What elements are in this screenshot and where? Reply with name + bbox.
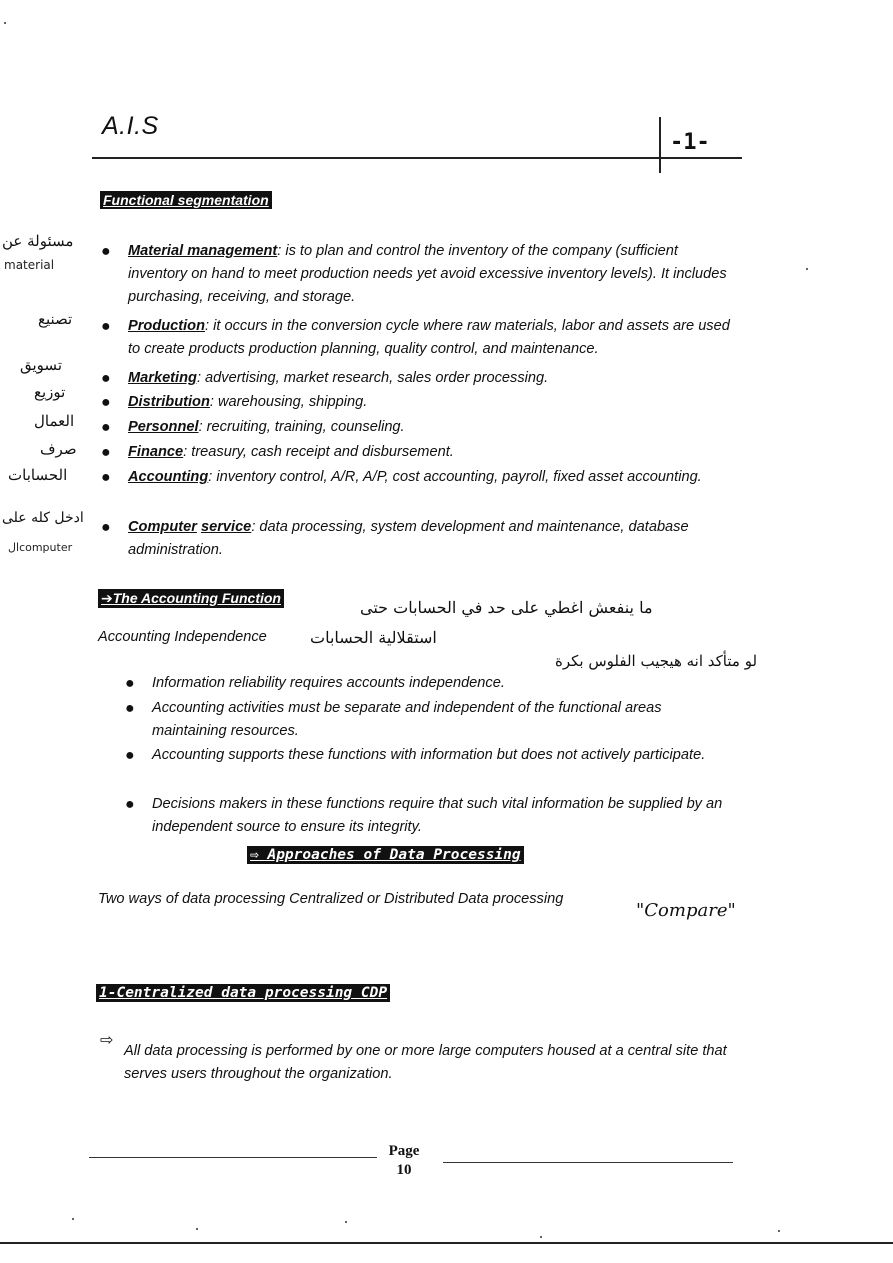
- list-item-marketing: ● Marketing: advertising, market research, sales order processing.: [128, 367, 733, 390]
- list-item-distribution: ● Distribution: warehousing, shipping.: [128, 391, 733, 414]
- hand-note-tomorrow: لو متأكد انه هيجيب الفلوس بكرة: [555, 652, 758, 670]
- hand-note-independence: استقلالية الحسابات: [310, 628, 437, 647]
- margin-note-personnel: العمال: [34, 412, 75, 430]
- bullet-icon: ●: [125, 675, 135, 692]
- bullet-icon: ●: [101, 419, 111, 436]
- margin-note-finance: صرف: [40, 440, 77, 458]
- list-item-production: ● Production: it occurs in the conversion cycle where raw materials, labor and assets are used to create products production planning, quality control, and maintenance.: [128, 315, 733, 361]
- scan-speck: [345, 1221, 347, 1223]
- approaches-text: Two ways of data processing Centralized or Distributed Data processing: [98, 891, 564, 907]
- accounting-function-heading: ➔The Accounting Function: [98, 589, 284, 608]
- margin-note-material-en: material: [4, 258, 55, 272]
- bullet-icon: ●: [125, 796, 135, 813]
- scan-speck: [540, 1236, 542, 1238]
- hand-note-cover-accounts: ما ينفعش اغطي على حد في الحسابات حتى: [360, 598, 653, 617]
- hand-note-compare: "Compare": [636, 900, 736, 921]
- header-title: A.I.S: [102, 112, 159, 140]
- bullet-icon: ●: [101, 519, 111, 536]
- margin-note-computer-2: الcomputer: [8, 541, 73, 554]
- list-item-accounting: ● Accounting: inventory control, A/R, A/P, cost accounting, payroll, fixed asset accounting.: [128, 466, 733, 489]
- scan-speck: [72, 1218, 74, 1220]
- accounting-bullet-1: ● Information reliability requires accounts independence.: [152, 672, 730, 695]
- approaches-heading: ⇨ Approaches of Data Processing: [247, 846, 524, 864]
- list-item-finance: ● Finance: treasury, cash receipt and disbursement.: [128, 441, 733, 464]
- margin-note-production: تصنيع: [38, 310, 73, 328]
- footer-rule-right: [443, 1162, 733, 1163]
- margin-note-material: مسئولة عن: [2, 232, 74, 250]
- header-divider-vertical: [659, 117, 661, 173]
- scan-speck: [806, 268, 808, 270]
- header-page-number: -1-: [670, 130, 710, 155]
- list-item-material-management: ● Material management: is to plan and control the inventory of the company (sufficient inventory on hand to meet production needs yet avoid excessive inventory levels). It includes purchasing, receiving, and storage.: [128, 240, 733, 309]
- bullet-icon: ●: [125, 700, 135, 717]
- cdp-text: All data processing is performed by one or more large computers housed at a central site that serves users throughout the organization.: [124, 1043, 727, 1082]
- scan-bottom-edge: [0, 1242, 893, 1244]
- scan-speck: [196, 1228, 198, 1230]
- cdp-heading: 1-Centralized data processing CDP: [96, 984, 390, 1002]
- bullet-icon: ●: [101, 318, 111, 335]
- scan-speck: [778, 1230, 780, 1232]
- bullet-icon: ●: [101, 444, 111, 461]
- margin-note-distribution: توزيع: [34, 383, 66, 401]
- accounting-bullet-3: ● Accounting supports these functions with information but does not actively participate.: [152, 744, 730, 767]
- bullet-icon: ●: [101, 394, 111, 411]
- scan-speck: [4, 22, 6, 24]
- functional-segmentation-heading: Functional segmentation: [100, 191, 272, 209]
- margin-note-marketing: تسويق: [20, 356, 62, 374]
- accounting-bullet-2: ● Accounting activities must be separate and independent of the functional areas maintaining resources.: [152, 697, 730, 743]
- footer-rule-left: [89, 1157, 377, 1158]
- accounting-independence-label: Accounting Independence: [98, 629, 267, 645]
- accounting-bullet-4: ● Decisions makers in these functions require that such vital information be supplied by an independent source to ensure its integrity.: [152, 793, 730, 839]
- margin-note-accounting: الحسابات: [8, 466, 68, 484]
- bullet-icon: ●: [125, 747, 135, 764]
- list-item-personnel: ● Personnel: recruiting, training, counseling.: [128, 416, 733, 439]
- bullet-icon: ●: [101, 243, 111, 260]
- bullet-icon: ●: [101, 469, 111, 486]
- list-item-computer-service: ● Computer service: data processing, system development and maintenance, database administration.: [128, 516, 733, 562]
- header-rule: [92, 157, 742, 159]
- bullet-icon: ●: [101, 370, 111, 387]
- page-label: Page 10: [388, 1143, 420, 1178]
- margin-note-computer: ادخل كله على: [2, 510, 84, 526]
- arrow-icon: ⇨: [100, 1032, 114, 1049]
